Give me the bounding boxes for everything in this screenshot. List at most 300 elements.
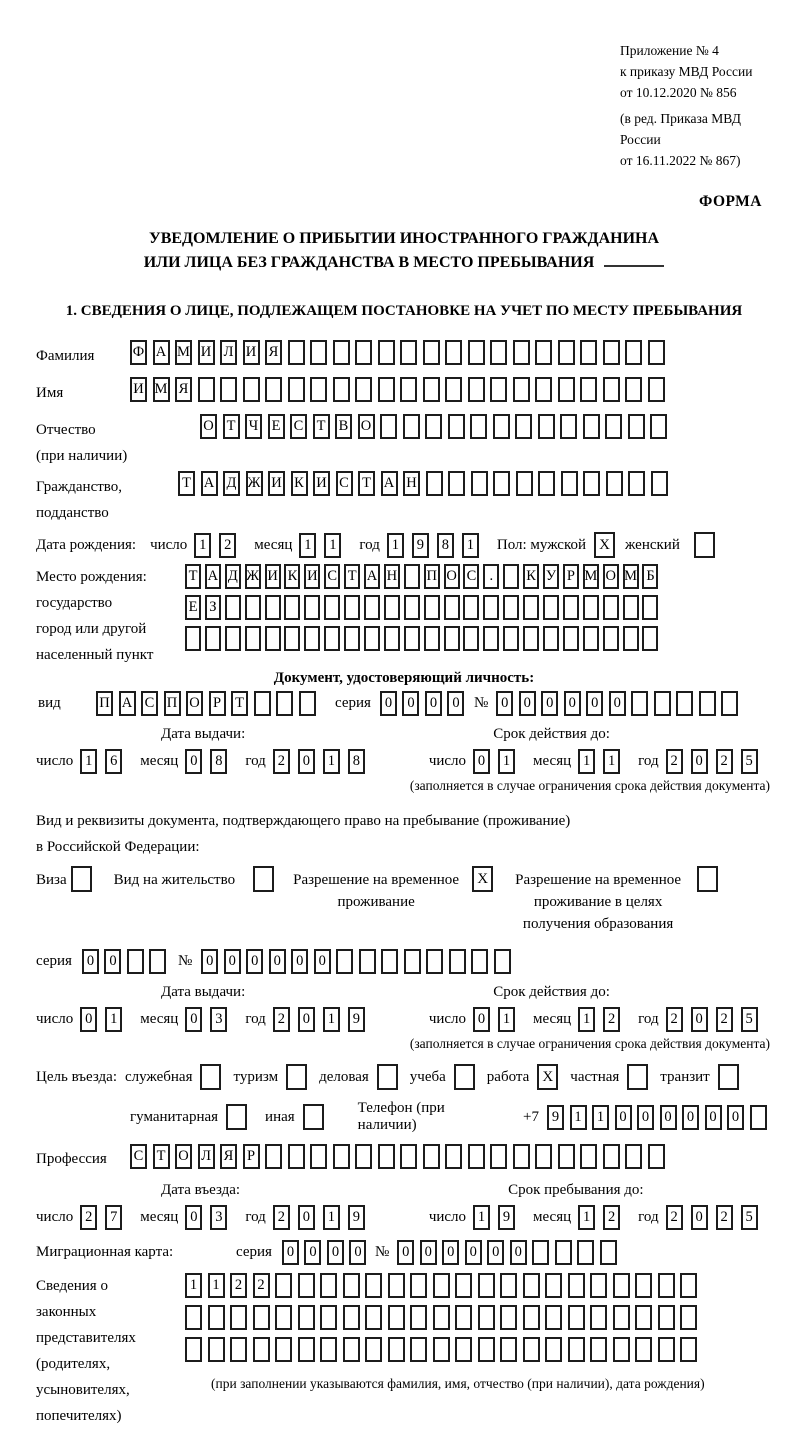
char-cell[interactable] xyxy=(445,1144,462,1169)
char-cell[interactable]: 0 xyxy=(727,1105,744,1130)
char-cell[interactable] xyxy=(483,626,499,651)
char-cell[interactable] xyxy=(336,949,353,974)
char-cell[interactable]: 1 xyxy=(498,1007,515,1032)
char-cell[interactable]: Т xyxy=(358,471,375,496)
char-cell[interactable]: Ф xyxy=(130,340,147,365)
char-cell[interactable] xyxy=(583,626,599,651)
char-cell[interactable] xyxy=(603,595,619,620)
char-cell[interactable] xyxy=(380,414,397,439)
char-cell[interactable] xyxy=(513,377,530,402)
char-cell[interactable] xyxy=(253,1337,270,1362)
char-cell[interactable]: А xyxy=(364,564,380,589)
char-cell[interactable]: 9 xyxy=(498,1205,515,1230)
char-cell[interactable]: Д xyxy=(223,471,240,496)
char-cell[interactable]: 1 xyxy=(323,1007,340,1032)
char-cell[interactable] xyxy=(642,595,658,620)
char-cell[interactable] xyxy=(254,691,271,716)
char-cell[interactable] xyxy=(304,626,320,651)
char-cell[interactable]: 0 xyxy=(298,749,315,774)
char-cell[interactable] xyxy=(568,1337,585,1362)
char-cell[interactable] xyxy=(424,626,440,651)
char-cell[interactable] xyxy=(448,414,465,439)
char-cell[interactable] xyxy=(423,340,440,365)
char-cell[interactable] xyxy=(590,1305,607,1330)
char-cell[interactable] xyxy=(324,626,340,651)
char-cell[interactable]: 0 xyxy=(510,1240,527,1265)
char-cell[interactable] xyxy=(535,377,552,402)
char-cell[interactable] xyxy=(648,377,665,402)
char-cell[interactable] xyxy=(680,1337,697,1362)
char-cell[interactable] xyxy=(628,414,645,439)
char-cell[interactable] xyxy=(513,340,530,365)
char-cell[interactable]: 0 xyxy=(660,1105,677,1130)
char-cell[interactable] xyxy=(654,691,671,716)
char-cell[interactable]: 0 xyxy=(447,691,464,716)
char-cell[interactable] xyxy=(298,1273,315,1298)
char-cell[interactable]: К xyxy=(523,564,539,589)
char-cell[interactable] xyxy=(603,340,620,365)
char-cell[interactable]: 0 xyxy=(269,949,286,974)
char-cell[interactable] xyxy=(185,626,201,651)
char-cell[interactable] xyxy=(532,1240,549,1265)
char-cell[interactable] xyxy=(577,1240,594,1265)
char-cell[interactable] xyxy=(404,595,420,620)
char-cell[interactable] xyxy=(320,1273,337,1298)
char-cell[interactable] xyxy=(603,626,619,651)
char-cell[interactable] xyxy=(343,1273,360,1298)
char-cell[interactable] xyxy=(750,1105,767,1130)
char-cell[interactable] xyxy=(628,471,645,496)
char-cell[interactable]: И xyxy=(243,340,260,365)
char-cell[interactable] xyxy=(493,414,510,439)
char-cell[interactable] xyxy=(543,626,559,651)
char-cell[interactable]: 1 xyxy=(578,749,595,774)
char-cell[interactable] xyxy=(364,595,380,620)
char-cell[interactable] xyxy=(478,1337,495,1362)
char-cell[interactable]: 1 xyxy=(324,533,341,558)
char-cell[interactable] xyxy=(503,626,519,651)
char-cell[interactable]: Р xyxy=(243,1144,260,1169)
char-cell[interactable]: 0 xyxy=(637,1105,654,1130)
char-cell[interactable] xyxy=(603,377,620,402)
char-cell[interactable] xyxy=(625,377,642,402)
char-cell[interactable]: 1 xyxy=(185,1273,202,1298)
char-cell[interactable] xyxy=(299,691,316,716)
char-cell[interactable] xyxy=(333,340,350,365)
char-cell[interactable] xyxy=(448,471,465,496)
char-cell[interactable] xyxy=(343,1305,360,1330)
char-cell[interactable] xyxy=(388,1337,405,1362)
char-cell[interactable]: 2 xyxy=(603,1007,620,1032)
char-cell[interactable]: 3 xyxy=(210,1205,227,1230)
char-cell[interactable] xyxy=(343,1337,360,1362)
char-cell[interactable]: 0 xyxy=(465,1240,482,1265)
char-cell[interactable] xyxy=(455,1305,472,1330)
char-cell[interactable]: 0 xyxy=(519,691,536,716)
char-cell[interactable] xyxy=(230,1305,247,1330)
char-cell[interactable]: 0 xyxy=(473,1007,490,1032)
char-cell[interactable]: Р xyxy=(209,691,226,716)
char-cell[interactable]: А xyxy=(201,471,218,496)
char-cell[interactable] xyxy=(545,1305,562,1330)
char-cell[interactable] xyxy=(288,340,305,365)
char-cell[interactable] xyxy=(613,1337,630,1362)
char-cell[interactable] xyxy=(359,949,376,974)
char-cell[interactable]: 2 xyxy=(219,533,236,558)
char-cell[interactable] xyxy=(253,1305,270,1330)
char-cell[interactable]: 0 xyxy=(402,691,419,716)
char-cell[interactable] xyxy=(404,564,420,589)
char-cell[interactable] xyxy=(220,377,237,402)
char-cell[interactable] xyxy=(516,471,533,496)
char-cell[interactable]: 0 xyxy=(541,691,558,716)
char-cell[interactable] xyxy=(423,1144,440,1169)
char-cell[interactable] xyxy=(580,1144,597,1169)
char-cell[interactable] xyxy=(449,949,466,974)
char-cell[interactable] xyxy=(523,1273,540,1298)
char-cell[interactable]: 0 xyxy=(224,949,241,974)
char-cell[interactable] xyxy=(478,1305,495,1330)
gender-female-checkbox[interactable] xyxy=(694,532,715,558)
char-cell[interactable] xyxy=(658,1273,675,1298)
char-cell[interactable]: 1 xyxy=(578,1205,595,1230)
char-cell[interactable] xyxy=(623,595,639,620)
char-cell[interactable] xyxy=(606,471,623,496)
char-cell[interactable] xyxy=(230,1337,247,1362)
purpose-other-checkbox[interactable] xyxy=(303,1104,324,1130)
char-cell[interactable] xyxy=(381,949,398,974)
char-cell[interactable]: П xyxy=(96,691,113,716)
char-cell[interactable] xyxy=(433,1305,450,1330)
char-cell[interactable] xyxy=(310,377,327,402)
char-cell[interactable] xyxy=(658,1337,675,1362)
char-cell[interactable] xyxy=(490,1144,507,1169)
char-cell[interactable]: Т xyxy=(231,691,248,716)
char-cell[interactable]: Л xyxy=(220,340,237,365)
char-cell[interactable]: 9 xyxy=(348,1205,365,1230)
char-cell[interactable] xyxy=(523,595,539,620)
char-cell[interactable]: 0 xyxy=(282,1240,299,1265)
char-cell[interactable]: И xyxy=(313,471,330,496)
char-cell[interactable] xyxy=(276,691,293,716)
char-cell[interactable]: Я xyxy=(265,340,282,365)
char-cell[interactable] xyxy=(613,1273,630,1298)
char-cell[interactable] xyxy=(185,1337,202,1362)
char-cell[interactable]: 2 xyxy=(253,1273,270,1298)
char-cell[interactable] xyxy=(642,626,658,651)
char-cell[interactable]: А xyxy=(205,564,221,589)
char-cell[interactable] xyxy=(185,1305,202,1330)
char-cell[interactable]: 9 xyxy=(412,533,429,558)
char-cell[interactable]: 7 xyxy=(105,1205,122,1230)
char-cell[interactable] xyxy=(650,414,667,439)
char-cell[interactable] xyxy=(523,1337,540,1362)
char-cell[interactable]: 0 xyxy=(609,691,626,716)
char-cell[interactable] xyxy=(513,1144,530,1169)
char-cell[interactable] xyxy=(600,1240,617,1265)
char-cell[interactable] xyxy=(225,626,241,651)
char-cell[interactable] xyxy=(275,1273,292,1298)
char-cell[interactable]: 1 xyxy=(473,1205,490,1230)
char-cell[interactable] xyxy=(423,377,440,402)
char-cell[interactable] xyxy=(127,949,144,974)
char-cell[interactable]: 0 xyxy=(473,749,490,774)
char-cell[interactable] xyxy=(493,471,510,496)
char-cell[interactable] xyxy=(404,949,421,974)
char-cell[interactable]: 0 xyxy=(487,1240,504,1265)
char-cell[interactable] xyxy=(468,340,485,365)
char-cell[interactable] xyxy=(445,340,462,365)
char-cell[interactable]: К xyxy=(284,564,300,589)
char-cell[interactable] xyxy=(403,414,420,439)
char-cell[interactable]: 0 xyxy=(682,1105,699,1130)
char-cell[interactable]: С xyxy=(141,691,158,716)
char-cell[interactable]: 0 xyxy=(80,1007,97,1032)
char-cell[interactable]: 1 xyxy=(299,533,316,558)
char-cell[interactable] xyxy=(500,1337,517,1362)
char-cell[interactable] xyxy=(523,1305,540,1330)
char-cell[interactable] xyxy=(365,1305,382,1330)
char-cell[interactable] xyxy=(426,949,443,974)
purpose-business-checkbox[interactable] xyxy=(377,1064,398,1090)
char-cell[interactable]: В xyxy=(335,414,352,439)
char-cell[interactable] xyxy=(583,414,600,439)
char-cell[interactable] xyxy=(490,340,507,365)
char-cell[interactable]: П xyxy=(424,564,440,589)
char-cell[interactable] xyxy=(568,1305,585,1330)
char-cell[interactable] xyxy=(543,595,559,620)
char-cell[interactable] xyxy=(483,595,499,620)
char-cell[interactable]: 0 xyxy=(185,1205,202,1230)
char-cell[interactable]: О xyxy=(603,564,619,589)
char-cell[interactable] xyxy=(445,377,462,402)
residence-permit-checkbox[interactable] xyxy=(253,866,274,892)
char-cell[interactable]: 1 xyxy=(105,1007,122,1032)
char-cell[interactable]: С xyxy=(324,564,340,589)
purpose-study-checkbox[interactable] xyxy=(454,1064,475,1090)
char-cell[interactable] xyxy=(288,1144,305,1169)
char-cell[interactable] xyxy=(265,377,282,402)
char-cell[interactable]: 0 xyxy=(82,949,99,974)
char-cell[interactable]: 0 xyxy=(246,949,263,974)
char-cell[interactable] xyxy=(298,1337,315,1362)
char-cell[interactable]: Ж xyxy=(245,564,261,589)
char-cell[interactable] xyxy=(444,595,460,620)
char-cell[interactable] xyxy=(355,377,372,402)
char-cell[interactable] xyxy=(468,377,485,402)
char-cell[interactable] xyxy=(378,377,395,402)
char-cell[interactable]: 0 xyxy=(298,1007,315,1032)
char-cell[interactable] xyxy=(149,949,166,974)
char-cell[interactable]: С xyxy=(336,471,353,496)
char-cell[interactable]: Н xyxy=(403,471,420,496)
char-cell[interactable]: С xyxy=(463,564,479,589)
char-cell[interactable] xyxy=(424,595,440,620)
char-cell[interactable] xyxy=(590,1273,607,1298)
char-cell[interactable] xyxy=(400,377,417,402)
char-cell[interactable] xyxy=(198,377,215,402)
char-cell[interactable] xyxy=(561,471,578,496)
char-cell[interactable] xyxy=(478,1273,495,1298)
char-cell[interactable]: 2 xyxy=(273,1007,290,1032)
char-cell[interactable] xyxy=(245,626,261,651)
char-cell[interactable]: 0 xyxy=(420,1240,437,1265)
char-cell[interactable] xyxy=(613,1305,630,1330)
char-cell[interactable]: С xyxy=(130,1144,147,1169)
char-cell[interactable]: 1 xyxy=(80,749,97,774)
char-cell[interactable] xyxy=(208,1337,225,1362)
char-cell[interactable]: Е xyxy=(268,414,285,439)
char-cell[interactable]: С xyxy=(290,414,307,439)
char-cell[interactable]: 1 xyxy=(208,1273,225,1298)
char-cell[interactable]: Л xyxy=(198,1144,215,1169)
char-cell[interactable] xyxy=(538,471,555,496)
char-cell[interactable]: 0 xyxy=(380,691,397,716)
char-cell[interactable] xyxy=(545,1273,562,1298)
char-cell[interactable] xyxy=(680,1273,697,1298)
char-cell[interactable]: У xyxy=(543,564,559,589)
char-cell[interactable]: Я xyxy=(220,1144,237,1169)
char-cell[interactable]: Т xyxy=(344,564,360,589)
char-cell[interactable]: 2 xyxy=(666,749,683,774)
char-cell[interactable] xyxy=(365,1337,382,1362)
visa-checkbox[interactable] xyxy=(71,866,92,892)
char-cell[interactable] xyxy=(558,340,575,365)
char-cell[interactable]: 0 xyxy=(104,949,121,974)
char-cell[interactable]: 2 xyxy=(603,1205,620,1230)
char-cell[interactable] xyxy=(494,949,511,974)
char-cell[interactable]: Я xyxy=(175,377,192,402)
purpose-humanitarian-checkbox[interactable] xyxy=(226,1104,247,1130)
char-cell[interactable]: 0 xyxy=(586,691,603,716)
char-cell[interactable] xyxy=(245,595,261,620)
char-cell[interactable] xyxy=(625,1144,642,1169)
char-cell[interactable] xyxy=(555,1240,572,1265)
gender-male-checkbox[interactable]: X xyxy=(594,532,615,558)
char-cell[interactable] xyxy=(410,1305,427,1330)
char-cell[interactable] xyxy=(558,1144,575,1169)
char-cell[interactable] xyxy=(388,1305,405,1330)
char-cell[interactable]: 0 xyxy=(615,1105,632,1130)
char-cell[interactable]: 1 xyxy=(194,533,211,558)
char-cell[interactable]: З xyxy=(205,595,221,620)
char-cell[interactable] xyxy=(320,1337,337,1362)
char-cell[interactable]: 2 xyxy=(716,1007,733,1032)
char-cell[interactable] xyxy=(563,595,579,620)
purpose-private-checkbox[interactable] xyxy=(627,1064,648,1090)
char-cell[interactable]: 0 xyxy=(496,691,513,716)
char-cell[interactable]: 0 xyxy=(314,949,331,974)
purpose-transit-checkbox[interactable] xyxy=(718,1064,739,1090)
char-cell[interactable]: Д xyxy=(225,564,241,589)
char-cell[interactable] xyxy=(545,1337,562,1362)
char-cell[interactable] xyxy=(333,377,350,402)
char-cell[interactable]: 1 xyxy=(387,533,404,558)
char-cell[interactable] xyxy=(463,626,479,651)
char-cell[interactable]: Б xyxy=(642,564,658,589)
char-cell[interactable] xyxy=(265,626,281,651)
char-cell[interactable] xyxy=(455,1273,472,1298)
char-cell[interactable] xyxy=(364,626,380,651)
char-cell[interactable] xyxy=(426,471,443,496)
char-cell[interactable] xyxy=(658,1305,675,1330)
char-cell[interactable] xyxy=(468,1144,485,1169)
char-cell[interactable] xyxy=(378,340,395,365)
char-cell[interactable] xyxy=(583,471,600,496)
char-cell[interactable]: 1 xyxy=(578,1007,595,1032)
purpose-tourism-checkbox[interactable] xyxy=(286,1064,307,1090)
char-cell[interactable] xyxy=(284,626,300,651)
char-cell[interactable]: А xyxy=(119,691,136,716)
char-cell[interactable]: М xyxy=(623,564,639,589)
char-cell[interactable] xyxy=(344,595,360,620)
char-cell[interactable] xyxy=(699,691,716,716)
char-cell[interactable]: 1 xyxy=(592,1105,609,1130)
char-cell[interactable] xyxy=(500,1273,517,1298)
char-cell[interactable] xyxy=(310,340,327,365)
char-cell[interactable] xyxy=(275,1337,292,1362)
char-cell[interactable]: М xyxy=(175,340,192,365)
char-cell[interactable]: И xyxy=(198,340,215,365)
char-cell[interactable]: И xyxy=(130,377,147,402)
char-cell[interactable]: К xyxy=(291,471,308,496)
char-cell[interactable]: 0 xyxy=(425,691,442,716)
char-cell[interactable]: 0 xyxy=(185,749,202,774)
char-cell[interactable] xyxy=(635,1273,652,1298)
char-cell[interactable] xyxy=(355,1144,372,1169)
char-cell[interactable]: О xyxy=(175,1144,192,1169)
char-cell[interactable] xyxy=(298,1305,315,1330)
char-cell[interactable] xyxy=(631,691,648,716)
char-cell[interactable]: 0 xyxy=(691,1205,708,1230)
char-cell[interactable]: 5 xyxy=(741,749,758,774)
char-cell[interactable] xyxy=(568,1273,585,1298)
char-cell[interactable] xyxy=(400,1144,417,1169)
char-cell[interactable] xyxy=(538,414,555,439)
char-cell[interactable] xyxy=(603,1144,620,1169)
char-cell[interactable] xyxy=(558,377,575,402)
char-cell[interactable] xyxy=(648,340,665,365)
char-cell[interactable] xyxy=(344,626,360,651)
char-cell[interactable]: 6 xyxy=(105,749,122,774)
char-cell[interactable]: Р xyxy=(563,564,579,589)
char-cell[interactable]: 2 xyxy=(230,1273,247,1298)
char-cell[interactable] xyxy=(243,377,260,402)
char-cell[interactable]: 0 xyxy=(185,1007,202,1032)
char-cell[interactable]: Т xyxy=(153,1144,170,1169)
char-cell[interactable] xyxy=(433,1273,450,1298)
char-cell[interactable]: 9 xyxy=(348,1007,365,1032)
char-cell[interactable] xyxy=(676,691,693,716)
char-cell[interactable] xyxy=(500,1305,517,1330)
char-cell[interactable] xyxy=(503,564,519,589)
char-cell[interactable]: Н xyxy=(384,564,400,589)
char-cell[interactable]: 1 xyxy=(603,749,620,774)
char-cell[interactable] xyxy=(651,471,668,496)
char-cell[interactable]: 0 xyxy=(397,1240,414,1265)
char-cell[interactable] xyxy=(208,1305,225,1330)
char-cell[interactable] xyxy=(471,949,488,974)
char-cell[interactable] xyxy=(400,340,417,365)
char-cell[interactable]: 0 xyxy=(291,949,308,974)
char-cell[interactable] xyxy=(225,595,241,620)
char-cell[interactable]: Т xyxy=(223,414,240,439)
char-cell[interactable]: П xyxy=(164,691,181,716)
char-cell[interactable] xyxy=(388,1273,405,1298)
char-cell[interactable]: 2 xyxy=(273,1205,290,1230)
char-cell[interactable]: Е xyxy=(185,595,201,620)
char-cell[interactable]: А xyxy=(381,471,398,496)
